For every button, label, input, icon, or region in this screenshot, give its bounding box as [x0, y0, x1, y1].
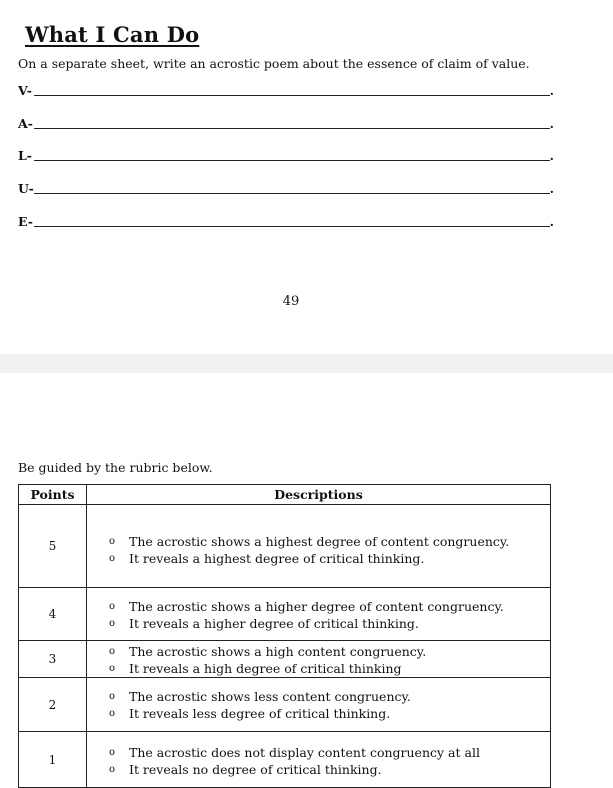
description-item: [109, 688, 550, 705]
acrostic-line-l[interactable]: [18, 148, 554, 164]
description-item: [109, 533, 550, 550]
description-text: The acrostic shows a high content congruency.: [129, 643, 427, 659]
rubric-row: [19, 641, 551, 678]
bullet-icon: o: [109, 764, 116, 775]
description-item: [109, 598, 550, 615]
description-cell: [87, 678, 551, 732]
description-text: The acrostic shows a higher degree of content congruency.: [129, 599, 504, 614]
acrostic-line-a[interactable]: [18, 116, 554, 132]
description-text: The acrostic shows less content congruency.: [129, 688, 411, 704]
line-end-period: .: [549, 83, 554, 98]
points-header: Points: [19, 485, 87, 505]
rubric-intro: Be guided by the rubric below.: [18, 460, 213, 475]
acrostic-letter: U-: [18, 181, 34, 196]
description-text: It reveals less degree of critical thinking.: [129, 705, 391, 721]
rubric-header-row: [19, 485, 551, 505]
description-cell: [87, 732, 551, 788]
acrostic-line-e[interactable]: [18, 214, 554, 230]
bullet-icon: o: [109, 707, 116, 719]
bullet-icon: o: [109, 618, 116, 629]
writing-line: [34, 160, 550, 161]
description-cell: [87, 505, 551, 588]
writing-line: [34, 95, 550, 96]
rubric-row: [19, 505, 551, 588]
description-text: It reveals no degree of critical thinking.: [129, 762, 382, 777]
acrostic-letter: L-: [18, 148, 32, 163]
description-item: [109, 550, 550, 567]
points-cell: 4: [19, 588, 87, 641]
descriptions-header: Descriptions: [87, 485, 551, 505]
bullet-icon: o: [109, 662, 116, 674]
section-heading: What I Can Do: [25, 22, 200, 47]
instruction-text: On a separate sheet, write an acrostic poem about the essence of claim of value.: [18, 56, 530, 71]
acrostic-letter: A-: [18, 116, 33, 131]
line-end-period: .: [549, 214, 554, 229]
line-end-period: .: [549, 148, 554, 163]
points-cell: 1: [19, 732, 87, 788]
rubric-row: [19, 732, 551, 788]
bullet-icon: o: [109, 690, 116, 702]
page-number: 49: [282, 294, 300, 309]
acrostic-letter: E-: [18, 214, 33, 229]
description-cell: [87, 588, 551, 641]
acrostic-line-u[interactable]: [18, 181, 554, 197]
points-cell: 5: [19, 505, 87, 588]
description-text: The acrostic does not display content congruency at all: [129, 745, 480, 760]
acrostic-letter: V-: [18, 83, 32, 98]
bullet-icon: o: [109, 645, 116, 657]
bullet-icon: o: [109, 601, 116, 612]
bullet-icon: o: [109, 536, 116, 547]
points-cell: 3: [19, 641, 87, 678]
line-end-period: .: [549, 181, 554, 196]
rubric-row: [19, 678, 551, 732]
description-text: The acrostic shows a highest degree of content congruency.: [129, 534, 510, 549]
writing-line: [34, 193, 550, 194]
description-item: [109, 643, 550, 660]
writing-line: [34, 128, 550, 129]
description-text: It reveals a high degree of critical thinking: [129, 660, 402, 676]
description-item: [109, 660, 550, 677]
description-cell: [87, 641, 551, 678]
points-cell: 2: [19, 678, 87, 732]
description-text: It reveals a highest degree of critical thinking.: [129, 551, 425, 566]
description-item: [109, 761, 550, 778]
description-text: It reveals a higher degree of critical thinking.: [129, 616, 419, 631]
description-item: [109, 615, 550, 632]
writing-line: [34, 226, 550, 227]
page-separator: [0, 354, 613, 373]
description-item: [109, 744, 550, 761]
acrostic-line-v[interactable]: [18, 83, 554, 99]
rubric-table: [18, 484, 551, 788]
bullet-icon: o: [109, 747, 116, 758]
line-end-period: .: [549, 116, 554, 131]
description-item: [109, 705, 550, 722]
bullet-icon: o: [109, 553, 116, 564]
rubric-row: [19, 588, 551, 641]
